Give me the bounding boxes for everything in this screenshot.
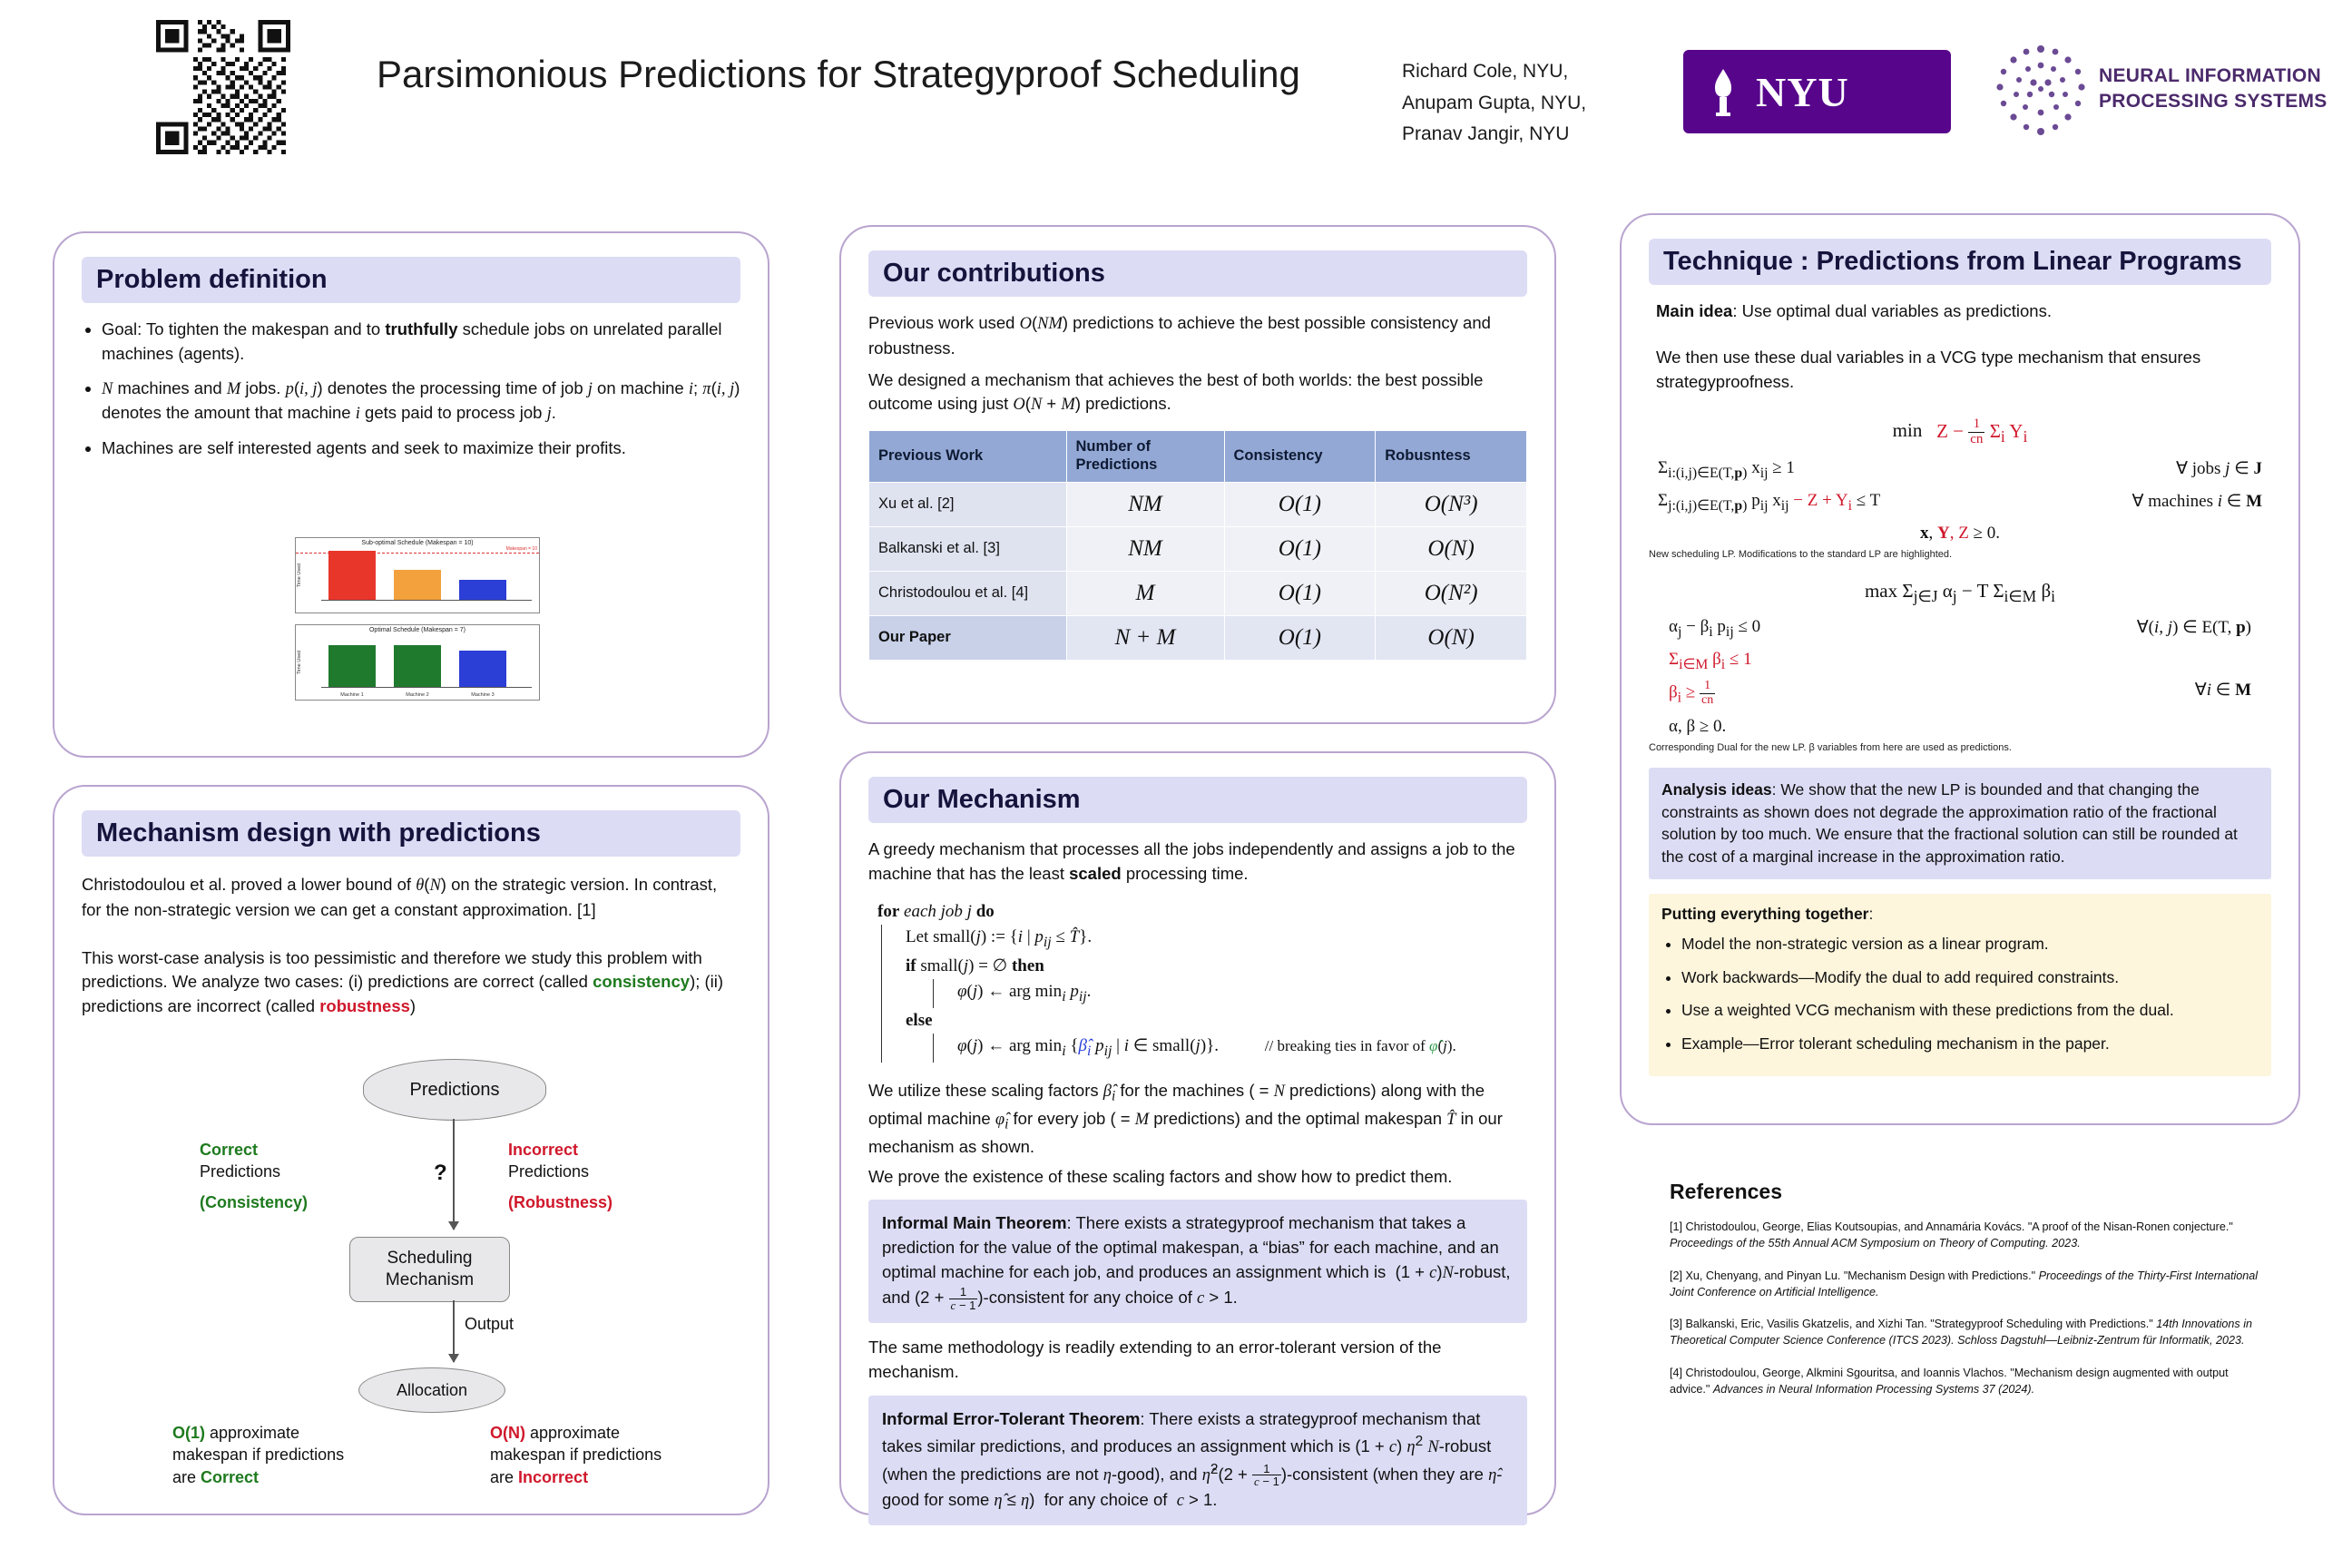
list-item: • Example—Error tolerant scheduling mechanism in the paper. — [1681, 1033, 2259, 1055]
algo-line-5: else — [906, 1010, 933, 1030]
nyu-logo-text: NYU — [1756, 68, 1849, 115]
mechanism-heading: Our Mechanism — [868, 777, 1527, 823]
chart-optimal-schedule — [295, 624, 540, 701]
author-2: Anupam Gupta, NYU, — [1402, 92, 1587, 113]
author-1: Richard Cole, NYU, — [1402, 61, 1569, 82]
cell-work: Xu et al. [2] — [869, 482, 1067, 526]
cell-work: Balkanski et al. [3] — [869, 526, 1067, 571]
cell-predictions: M — [1066, 571, 1224, 615]
consistency-term: consistency — [593, 972, 691, 992]
reference-text: [4] Christodoulou, George, Alkmini Sgouritsa, and Ioannis Vlachos. "Mechanism design augmented with output advice." — [1670, 1366, 2229, 1396]
correct-word: Correct — [200, 1141, 259, 1159]
list-item: • Work backwards—Modify the dual to add required constraints. — [1681, 966, 2259, 989]
bar-machine-2 — [394, 570, 441, 600]
neurips-logo — [1992, 38, 2328, 142]
qr-code-icon — [156, 20, 290, 154]
contributions-paragraph-1: Previous work used O(NM) predictions to achieve the best possible consistency and robustness. — [868, 313, 1491, 358]
arrow-cloud-to-mechanism — [453, 1119, 455, 1230]
theorem-2-title: Informal Error-Tolerant Theorem — [882, 1408, 1141, 1428]
chart-ylabel: Time Used — [297, 650, 302, 675]
lp2-constraint-4: α, β ≥ 0. — [1669, 716, 1727, 736]
o1-rest: approximate makespan if predictions are — [172, 1424, 345, 1486]
main-idea-text: : Use optimal dual variables as predictions. — [1732, 301, 2052, 320]
chart-xlabel-2: Machine 2 — [406, 692, 429, 698]
table-header-row — [869, 431, 1527, 483]
mdp-heading: Mechanism design with predictions — [82, 810, 740, 857]
mechanism-intro-pre: A greedy mechanism that processes all the jobs independently and assigns a job to the machine that has the least — [868, 839, 1515, 883]
analysis-text: : We show that the new LP is bounded and that changing the constraints as shown does not degrade the approximation ratio of the fractional solution by too much. We ensure that the fractional solution can still be rounded at the cost of a marginal increase in the approximation ratio. — [1661, 779, 2238, 867]
reference-text: [1] Christodoulou, George, Elias Koutsoupias, and Annamária Kovács. "A proof of the Nisan-Ronen conjecture." — [1670, 1220, 2233, 1233]
reference-journal: Proceedings of the Thirty-First International Joint Conference on Artificial Intelligence. — [1670, 1269, 2259, 1298]
lp1-constraint-2: $\Sigma_{j:(i,j)\in E(T,p)}$ $p_{ij}$ $x_{ij} - Z + Y_i \le T$ ∀ machines i ∈ M — [1658, 490, 2262, 514]
arrow-mechanism-to-allocation — [453, 1300, 455, 1362]
mechanism-paragraph-after: We utilize these scaling factors $\betâ_i$ for the machines ( = N predictions) along with the optimal machine $\varphî_i$ for every job ( = M predictions) and the optimal makespan T̂ in our mechanism as shown. — [868, 1080, 1503, 1156]
algorithm-pseudocode — [872, 899, 1527, 1063]
cell-robustness: O(N²) — [1376, 571, 1527, 615]
mdp-p2-post: ) — [409, 996, 416, 1016]
algo-line-6: φ(j) ← arg $\min_i$ {$\betâ_i$ $p_{ij}$ | i ∈ small(j)}. // breaking ties in favor of φ̂(j). — [933, 1034, 1527, 1063]
consistency-paren-label: (Consistency) — [200, 1193, 309, 1211]
comparison-table — [868, 430, 1527, 661]
o1-em: Correct — [201, 1467, 260, 1486]
lp1-constraint-1: $\Sigma_{i:(i,j)\in E(T,p)}$ $x_{ij} \ge 1$ ∀ jobs j ∈ J — [1658, 457, 2262, 481]
chart-suboptimal-schedule — [295, 537, 540, 613]
incorrect-predictions-label — [508, 1139, 589, 1183]
cell-robustness: O(N) — [1376, 615, 1527, 660]
schedule-charts — [295, 537, 540, 701]
on-rest: approximate makespan if predictions are — [490, 1424, 662, 1486]
robustness-paren-label: (Robustness) — [508, 1193, 613, 1211]
chart-title: Sub-optimal Schedule (Makespan = 10) — [361, 540, 474, 546]
mechanism-intro-bold: scaled — [1069, 863, 1122, 883]
question-mark-label: ? — [434, 1161, 447, 1185]
technique-heading: Technique : Predictions from Linear Programs — [1649, 239, 2271, 285]
contributions-paragraph-2: We designed a mechanism that achieves the best of both worlds: the best possible outcome using just O(N + M) predictions. — [868, 369, 1484, 415]
chart-ylabel: Time Used — [297, 563, 302, 588]
incorrect-word-2: Predictions — [508, 1162, 590, 1181]
output-label: Output — [465, 1315, 514, 1333]
author-list — [1402, 56, 1674, 151]
robustness-outcome-label — [490, 1422, 662, 1488]
main-idea-label: Main idea — [1656, 301, 1733, 320]
bar-machine-1 — [328, 645, 376, 687]
mdp-paragraph-2 — [82, 946, 740, 1019]
list-item: • Goal: To tighten the makespan and to truthfully schedule jobs on unrelated parallel machines (agents). — [102, 318, 740, 367]
reference-item — [1670, 1219, 2269, 1252]
prediction-flow-diagram — [172, 1059, 662, 1486]
bar-machine-3 — [459, 651, 506, 687]
cell-consistency: O(1) — [1224, 571, 1376, 615]
mechanism-paragraph-after-2: We prove the existence of these scaling factors and show how to predict them. — [868, 1166, 1453, 1186]
correct-predictions-label — [200, 1139, 280, 1183]
cell-consistency: O(1) — [1224, 526, 1376, 571]
analysis-label: Analysis ideas — [1661, 779, 1772, 799]
poster-header — [0, 0, 2352, 195]
lp2-objective: $\max \Sigma_{j\in J}$ $\alpha_j - T$ $\Sigma_{i\in M}$ $\beta_i$ — [1864, 579, 2056, 605]
mechanism-intro-post: processing time. — [1121, 863, 1249, 883]
references-heading: References — [1670, 1180, 1783, 1203]
cell-robustness: O(N) — [1376, 526, 1527, 571]
correct-word-2: Predictions — [200, 1162, 281, 1181]
cell-consistency: O(1) — [1224, 482, 1376, 526]
cell-work: Christodoulou et al. [4] — [869, 571, 1067, 615]
cell-predictions: NM — [1066, 482, 1224, 526]
technique-paragraph: We then use these dual variables in a VCG type mechanism that ensures strategyproofness. — [1656, 347, 2201, 391]
lp2-constraint-2: $\Sigma_{i\in M}$ $\beta_i \le 1$ — [1669, 649, 1752, 672]
list-item: • Machines are self interested agents and seek to maximize their profits. — [102, 436, 740, 461]
lp2-caption: Corresponding Dual for the new LP. β variables from here are used as predictions. — [1649, 741, 2012, 753]
references-section — [1670, 1180, 2269, 1413]
dual-lp — [1649, 580, 2271, 737]
reference-text: [2] Xu, Chenyang, and Pinyan Lu. "Mechanism Design with Predictions." — [1670, 1269, 2039, 1282]
chart-annotation: Makespan = 10 — [505, 546, 537, 552]
panel-problem-definition — [53, 231, 769, 758]
neurips-logo-text — [2099, 64, 2328, 115]
informal-main-theorem: Informal Main Theorem: There exists a strategyproof mechanism that takes a prediction for the value of the optimal makespan, a “bias” for each machine, and an optimal machine for each job, and produces an assignment which is (1 + c)N-robust, and (2 + $\frac{1}{c - 1}$ )-consistent for any choice of c > 1. — [868, 1200, 1527, 1323]
mdp-p2-pre: This worst-case analysis is too pessimistic and therefore we study this problem with predictions. We analyze two cases: (i) predictions are correct (called — [82, 947, 702, 992]
lp2-constraint-1: $\alpha_j - \beta_i$ $p_{ij} \le 0$ ∀(i, j) ∈ E(T, p) — [1669, 616, 2251, 640]
algo-line-1: for each job j do — [877, 901, 995, 921]
incorrect-word: Incorrect — [508, 1141, 579, 1159]
contributions-heading: Our contributions — [868, 250, 1527, 297]
main-idea-line — [1656, 299, 2271, 324]
reference-item — [1670, 1316, 2269, 1349]
mdp-p2-mid: ); (ii) predictions are incorrect (called — [82, 972, 724, 1016]
lp2-constraint-3: $\beta_i$ ≥ $\frac{1}{cn}$ ∀i ∈ M — [1669, 679, 2251, 707]
scheduling-mechanism-label: Scheduling Mechanism — [385, 1249, 475, 1289]
algo-line-2: Let small(j) := {i | $p_{ij}$ ≤ T̂}. — [906, 927, 1093, 950]
together-colon: : — [1868, 905, 1874, 924]
bar-machine-2 — [394, 645, 441, 687]
neurips-dots-icon — [1992, 42, 2090, 140]
problem-bullets — [82, 318, 740, 461]
neurips-line-2: PROCESSING SYSTEMS — [2099, 91, 2328, 113]
together-label: Putting everything together — [1661, 905, 1869, 924]
primal-lp — [1649, 417, 2271, 543]
col-number-of-predictions: Number of Predictions — [1066, 431, 1224, 483]
reference-journal: Advances in Neural Information Processing Systems 37 (2024). — [1712, 1382, 2035, 1396]
chart-xlabel-3: Machine 3 — [471, 692, 495, 698]
analysis-ideas-box — [1649, 768, 2271, 879]
putting-everything-together-box — [1649, 894, 2271, 1076]
allocation-node: Allocation — [358, 1367, 505, 1413]
panel-our-contributions — [839, 225, 1556, 724]
panel-mechanism-design-with-predictions — [53, 785, 769, 1515]
reference-journal: Proceedings of the 55th Annual ACM Symposium on Theory of Computing. 2023. — [1670, 1237, 2081, 1250]
cell-consistency: O(1) — [1224, 615, 1376, 660]
lp1-objective: min Z − $\frac{1}{cn}$ $\Sigma_i$ $Y_i$ — [1892, 416, 2028, 447]
together-list — [1661, 933, 2259, 1054]
col-robustness: Robusntess — [1376, 431, 1527, 483]
col-consistency: Consistency — [1224, 431, 1376, 483]
lp1-caption: New scheduling LP. Modifications to the standard LP are highlighted. — [1649, 548, 1953, 560]
problem-heading: Problem definition — [82, 257, 740, 303]
informal-error-tolerant-theorem: Informal Error-Tolerant Theorem: There exists a strategyproof mechanism that takes similar predictions, and produces an assignment which is (1 + c) $\eta^2$ N-robust (when the predictions are not η-good), and η̂$^2$(2 + $\frac{1}{c - 1}$ )-consistent (when they are η̂-good for some η̂ ≤ η) for any choice of c > 1. — [868, 1396, 1527, 1525]
reference-journal: 14th Innovations in Theoretical Computer Science Conference (ITCS 2023). Schloss Dagstuhl—Leibniz-Zentrum für Informatik, 2023. — [1670, 1318, 2252, 1348]
torch-icon — [1705, 65, 1741, 118]
cell-predictions: N + M — [1066, 615, 1224, 660]
algo-line-3: if small(j) = ∅ then — [906, 956, 1044, 975]
reference-item — [1670, 1268, 2269, 1301]
poster-title: Parsimonious Predictions for Strategyproof Scheduling — [377, 53, 1300, 95]
theorem-1-title: Informal Main Theorem — [882, 1213, 1067, 1233]
robustness-term: robustness — [319, 996, 410, 1016]
table-row — [869, 571, 1527, 615]
nyu-logo — [1683, 50, 1951, 133]
consistency-outcome-label — [172, 1422, 345, 1488]
bar-machine-3 — [459, 580, 506, 600]
cell-predictions: NM — [1066, 526, 1224, 571]
mechanism-intro — [868, 838, 1527, 887]
list-item: • Use a weighted VCG mechanism with these predictions from the dual. — [1681, 999, 2259, 1022]
neurips-line-1: NEURAL INFORMATION — [2099, 65, 2321, 86]
table-row — [869, 482, 1527, 526]
col-previous-work: Previous Work — [869, 431, 1067, 483]
list-item: • Model the non-strategic version as a linear program. — [1681, 933, 2259, 956]
chart-title: Optimal Schedule (Makespan = 7) — [368, 627, 466, 633]
on-em: Incorrect — [518, 1467, 589, 1486]
author-3: Pranav Jangir, NYU — [1402, 123, 1570, 145]
panel-technique — [1620, 213, 2300, 1125]
table-row — [869, 526, 1527, 571]
table-row-our-paper — [869, 615, 1527, 660]
panel-our-mechanism — [839, 751, 1556, 1515]
bar-machine-1 — [328, 551, 376, 600]
reference-text: [3] Balkanski, Eric, Vasilis Gkatzelis, and Xizhi Tan. "Strategyproof Scheduling with Predictions." — [1670, 1318, 2157, 1330]
cell-work: Our Paper — [869, 615, 1067, 660]
scheduling-mechanism-node — [349, 1237, 510, 1302]
o1-label: O(1) — [172, 1424, 205, 1442]
algo-line-4: φ(j) ← arg $\min_i p_{ij}$. — [933, 979, 1527, 1008]
lp1-constraint-3: x, Y, Z ≥ 0. — [1919, 523, 2001, 543]
cell-robustness: O(N³) — [1376, 482, 1527, 526]
on-label: O(N) — [490, 1424, 525, 1442]
mdp-paragraph-1: Christodoulou et al. proved a lower bound of θ(N) on the strategic version. In contrast, for the non-strategic version we can get a constant approximation. [1] — [82, 875, 718, 919]
predictions-cloud: Predictions — [363, 1059, 546, 1121]
mechanism-between-text: The same methodology is readily extending to an error-tolerant version of the mechanism. — [868, 1338, 1442, 1381]
reference-item — [1670, 1365, 2269, 1398]
chart-xlabel-1: Machine 1 — [340, 692, 364, 698]
list-item: • N machines and M jobs. p(i, j) denotes the processing time of job j on machine i; π(i, j) denotes the amount that machine i gets paid to process job j. — [102, 377, 740, 427]
